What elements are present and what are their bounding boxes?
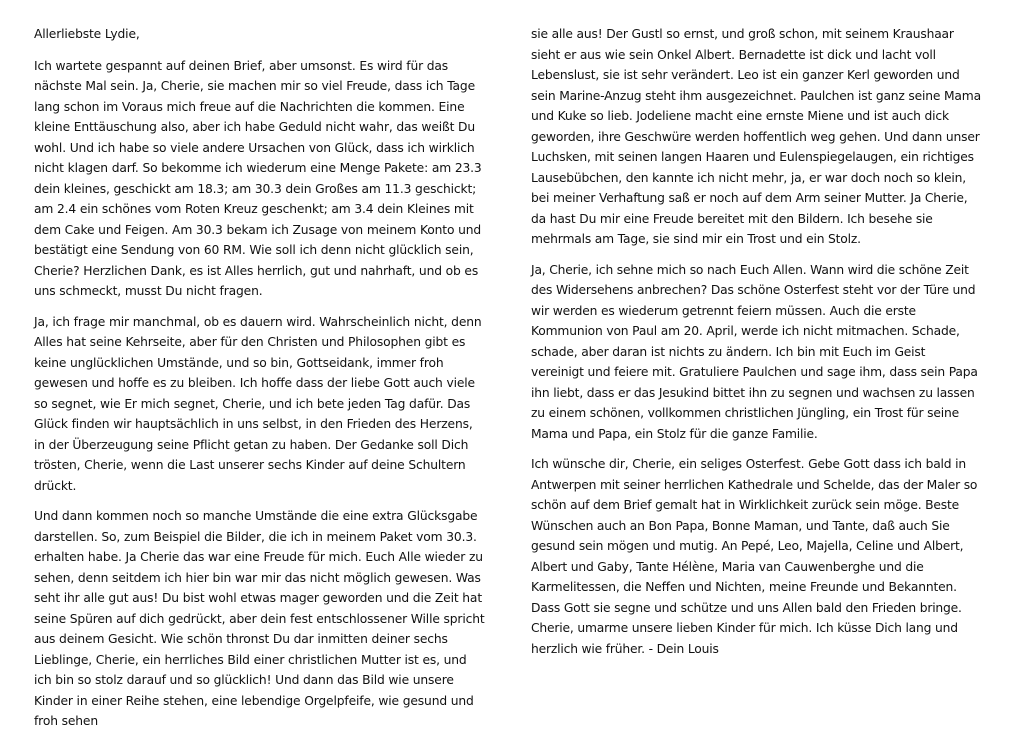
paragraph-closing: Ich wünsche dir, Cherie, ein seliges Osterfest. Gebe Gott dass ich bald in Antwerpen mit seiner herrlichen Kathedrale und Schelde, das der Maler so schön auf dem Brief gemalt hat in Wirklichkeit zurück sein möge. Beste Wünschen auch an Bon Papa, Bonne Maman, und Tante, daß auch Sie gesund sein mögen und mutig. An Pepé, Leo, Majella, Celine und Albert, Albert und Gaby, Tante Hélène, Maria van Cauwenberghe und die Karmelitessen, die Neffen und Nichten, meine Freunde und Bekannten. Dass Gott sie segne und schütze und uns Allen bald den Frieden bringe. Cherie, umarme unsere lieben Kinder für mich. Ich küsse Dich lang und herzlich wie früher. - Dein Louis <box>531 457 978 656</box>
right-text-column <box>531 24 981 669</box>
paragraph-happiness: Ja, ich frage mir manchmal, ob es dauern wird. Wahrscheinlich nicht, denn Alles hat seine Kehrseite, aber für den Christen und Philosophen gibt es keine unglücklichen Umstände, und so bin, Gottseidank, immer froh gewesen und hoffe es zu bleiben. Ich hoffe dass der liebe Gott auch viele so segnet, wie Er mich segnet, Cherie, und ich bete jeden Tag dafür. Das Glück finden wir hauptsächlich in uns selbst, in den Frieden des Herzens, in der Überzeugung seine Pflicht getan zu haben. Der Gedanke soll Dich trösten, Cherie, wenn die Last unserer sechs Kinder auf deine Schultern drückt. <box>34 314 482 493</box>
paragraph-easter: Ja, Cherie, ich sehne mich so nach Euch Allen. Wann wird die schöne Zeit des Widersehens anbrechen? Das schöne Osterfest steht vor der Türe und wir werden es wiederum getrennt feiern müssen. Auch die erste Kommunion von Paul am 20. April, werde ich nicht mitmachen. Schade, schade, aber daran ist nichts zu ändern. Ich bin mit Euch im Geist vereinigt und feiere mit. Gratuliere Paulchen und sage ihm, dass sein Papa ihn liebt, dass er das Jesukind bittet ihn zu segnen und wachsen zu lassen zu einem schönen, vollkommen christlichen Jüngling, ein Trost für seine Mama und Papa, ein Stolz für die ganze Familie. <box>531 262 978 441</box>
paragraph-pictures: Und dann kommen noch so manche Umstände die eine extra Glücksgabe darstellen. So, zum Beispiel die Bilder, die ich in meinem Paket vom 30.3. erhalten habe. Ja Cherie das war eine Freude für mich. Euch Alle wieder zu sehen, denn seitdem ich hier bin war mir das nicht möglich gewesen. Was seht ihr alle gut aus! Du bist wohl etwas mager geworden und die Zeit hat seine Spüren auf dich gedrückt, aber dein fest entschlossener Wille spricht aus deinem Gesicht. Wie schön thronst Du dar inmitten deiner sechs Lieblinge, Cherie, ein herrliches Bild einer christlichen Mutter ist es, und ich bin so stolz darauf und so glücklich! Und dann das Bild wie unsere Kinder in einer Reihe stehen, eine lebendige Orgelpfeife, wie gesund und froh sehen <box>34 509 485 728</box>
left-text-column <box>34 24 486 742</box>
paragraph-children: sie alle aus! Der Gustl so ernst, und groß schon, mit seinem Kraushaar sieht er aus wie sein Onkel Albert. Bernadette ist dick und lacht voll Lebenslust, sie ist sehr verändert. Leo ist ein ganzer Kerl geworden und sein Marine-Anzug steht ihm ausgezeichnet. Paulchen ist ganz seine Mama und Kuke so lieb. Jodeliene macht eine ernste Miene und ist auch dick geworden, ihre Geschwüre werden hoffentlich weg gehen. Und dann unser Luchsken, mit seinen langen Haaren und Eulenspiegelaugen, ein richtiges Lausebübchen, den kannte ich nicht mehr, ja, er war doch noch so klein, bei meiner Verhaftung saß er noch auf dem Arm seiner Mutter. Ja Cherie, da hast Du mir eine Freude bereitet mit den Bildern. Ich besehe sie mehrmals am Tage, sie sind mir ein Trost und ein Stolz. <box>531 27 981 246</box>
paragraph-packages: Ich wartete gespannt auf deinen Brief, aber umsonst. Es wird für das nächste Mal sein. Ja, Cherie, sie machen mir so viel Freude, dass ich Tage lang schon im Voraus mich freue auf die Nachrichten die kommen. Eine kleine Enttäuschung also, aber ich habe Geduld nicht wahr, das weißt Du wohl. Und ich habe so viele andere Ursachen von Glück, dass ich wirklich nicht klagen darf. So bekomme ich wiederum eine Menge Pakete: am 23.3 dein kleines, geschickt am 18.3; am 30.3 dein Großes am 11.3 geschickt; am 2.4 ein schönes vom Roten Kreuz geschenkt; am 3.4 dein Kleines mit dem Cake und Feigen. Am 30.3 bekam ich Zusage von meinem Konto und bestätigt eine Sendung von 60 RM. Wie soll ich denn nicht glücklich sein, Cherie? Herzlichen Dank, es ist Alles herrlich, gut und nahrhaft, und ob es uns schmeckt, musst Du nicht fragen. <box>34 58 482 298</box>
salutation: Allerliebste Lydie, <box>34 27 140 41</box>
